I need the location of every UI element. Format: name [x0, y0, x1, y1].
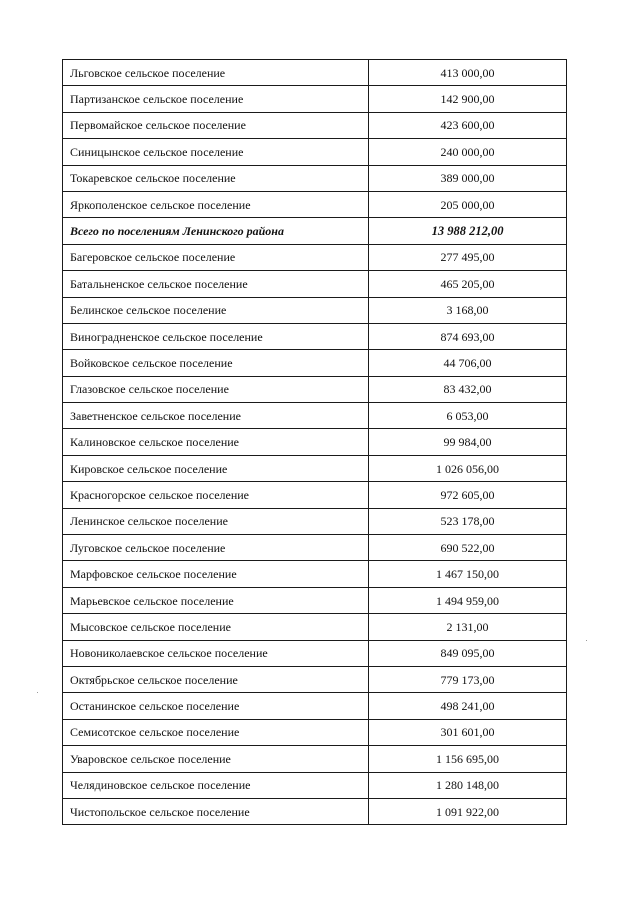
- settlement-name-cell: Чистопольское сельское поселение: [63, 798, 369, 824]
- settlement-name-cell: Марьевское сельское поселение: [63, 587, 369, 613]
- amount-cell: 1 026 056,00: [369, 455, 567, 481]
- settlement-name-cell: Синицынское сельское поселение: [63, 139, 369, 165]
- settlement-name-cell: Калиновское сельское поселение: [63, 429, 369, 455]
- amount-cell: 849 095,00: [369, 640, 567, 666]
- amount-cell: 83 432,00: [369, 376, 567, 402]
- table-row: [63, 429, 567, 455]
- amount-cell: 240 000,00: [369, 139, 567, 165]
- amount-cell: 1 494 959,00: [369, 587, 567, 613]
- amount-cell: 44 706,00: [369, 350, 567, 376]
- table-row: [63, 587, 567, 613]
- amount-cell: 465 205,00: [369, 271, 567, 297]
- table-row: [63, 297, 567, 323]
- settlement-name-cell: Ленинское сельское поселение: [63, 508, 369, 534]
- settlement-name-cell: Батальненское сельское поселение: [63, 271, 369, 297]
- table-row: [63, 112, 567, 138]
- settlement-name-cell: Яркополенское сельское поселение: [63, 191, 369, 217]
- amount-cell: 413 000,00: [369, 60, 567, 86]
- settlement-name-cell: Мысовское сельское поселение: [63, 614, 369, 640]
- settlement-name-cell: Глазовское сельское поселение: [63, 376, 369, 402]
- table-row: [63, 640, 567, 666]
- table-row: [63, 561, 567, 587]
- table-row: [63, 746, 567, 772]
- amount-cell: 277 495,00: [369, 244, 567, 270]
- table-row: [63, 666, 567, 692]
- amount-cell: 3 168,00: [369, 297, 567, 323]
- amount-cell: 523 178,00: [369, 508, 567, 534]
- settlement-name-cell: Белинское сельское поселение: [63, 297, 369, 323]
- amount-cell: 99 984,00: [369, 429, 567, 455]
- table-row: [63, 772, 567, 798]
- amount-cell: 2 131,00: [369, 614, 567, 640]
- settlement-name-cell: Войковское сельское поселение: [63, 350, 369, 376]
- table-row: [63, 508, 567, 534]
- table-row: [63, 271, 567, 297]
- table-row: [63, 376, 567, 402]
- amount-cell: 6 053,00: [369, 403, 567, 429]
- table-row: [63, 139, 567, 165]
- scan-speck: [586, 640, 587, 641]
- settlement-name-cell: Багеровское сельское поселение: [63, 244, 369, 270]
- table-row: [63, 482, 567, 508]
- district-total-amount: 13 988 212,00: [369, 218, 567, 244]
- amount-cell: 690 522,00: [369, 535, 567, 561]
- settlement-name-cell: Токаревское сельское поселение: [63, 165, 369, 191]
- table-row: [63, 798, 567, 824]
- amount-cell: 874 693,00: [369, 323, 567, 349]
- settlement-name-cell: Виноградненское сельское поселение: [63, 323, 369, 349]
- amount-cell: 301 601,00: [369, 719, 567, 745]
- table-row: [63, 165, 567, 191]
- settlement-name-cell: Заветненское сельское поселение: [63, 403, 369, 429]
- amount-cell: 972 605,00: [369, 482, 567, 508]
- amount-cell: 142 900,00: [369, 86, 567, 112]
- settlement-name-cell: Уваровское сельское поселение: [63, 746, 369, 772]
- district-total-label: Всего по поселениям Ленинского района: [63, 218, 369, 244]
- amount-cell: 498 241,00: [369, 693, 567, 719]
- table-row: [63, 191, 567, 217]
- settlement-name-cell: Льговское сельское поселение: [63, 60, 369, 86]
- district-total-row: [63, 218, 567, 244]
- amount-cell: 779 173,00: [369, 666, 567, 692]
- amount-cell: 1 467 150,00: [369, 561, 567, 587]
- settlement-name-cell: Челядиновское сельское поселение: [63, 772, 369, 798]
- settlement-name-cell: Партизанское сельское поселение: [63, 86, 369, 112]
- scan-speck: [37, 692, 38, 693]
- table-row: [63, 60, 567, 86]
- settlement-name-cell: Новониколаевское сельское поселение: [63, 640, 369, 666]
- table-row: [63, 403, 567, 429]
- amount-cell: 389 000,00: [369, 165, 567, 191]
- amount-cell: 1 156 695,00: [369, 746, 567, 772]
- amount-cell: 1 091 922,00: [369, 798, 567, 824]
- table-row: [63, 535, 567, 561]
- settlement-name-cell: Первомайское сельское поселение: [63, 112, 369, 138]
- table-row: [63, 244, 567, 270]
- settlement-name-cell: Останинское сельское поселение: [63, 693, 369, 719]
- settlement-name-cell: Семисотское сельское поселение: [63, 719, 369, 745]
- amount-cell: 1 280 148,00: [369, 772, 567, 798]
- table-row: [63, 614, 567, 640]
- amount-cell: 205 000,00: [369, 191, 567, 217]
- table-row: [63, 719, 567, 745]
- amount-cell: 423 600,00: [369, 112, 567, 138]
- settlement-name-cell: Кировское сельское поселение: [63, 455, 369, 481]
- settlement-name-cell: Красногорское сельское поселение: [63, 482, 369, 508]
- table-row: [63, 86, 567, 112]
- table-row: [63, 323, 567, 349]
- budget-table-page: [62, 59, 557, 825]
- settlement-name-cell: Октябрьское сельское поселение: [63, 666, 369, 692]
- settlement-name-cell: Марфовское сельское поселение: [63, 561, 369, 587]
- table-row: [63, 455, 567, 481]
- table-row: [63, 693, 567, 719]
- settlement-name-cell: Луговское сельское поселение: [63, 535, 369, 561]
- table-row: [63, 350, 567, 376]
- settlement-amounts-table: [62, 59, 567, 825]
